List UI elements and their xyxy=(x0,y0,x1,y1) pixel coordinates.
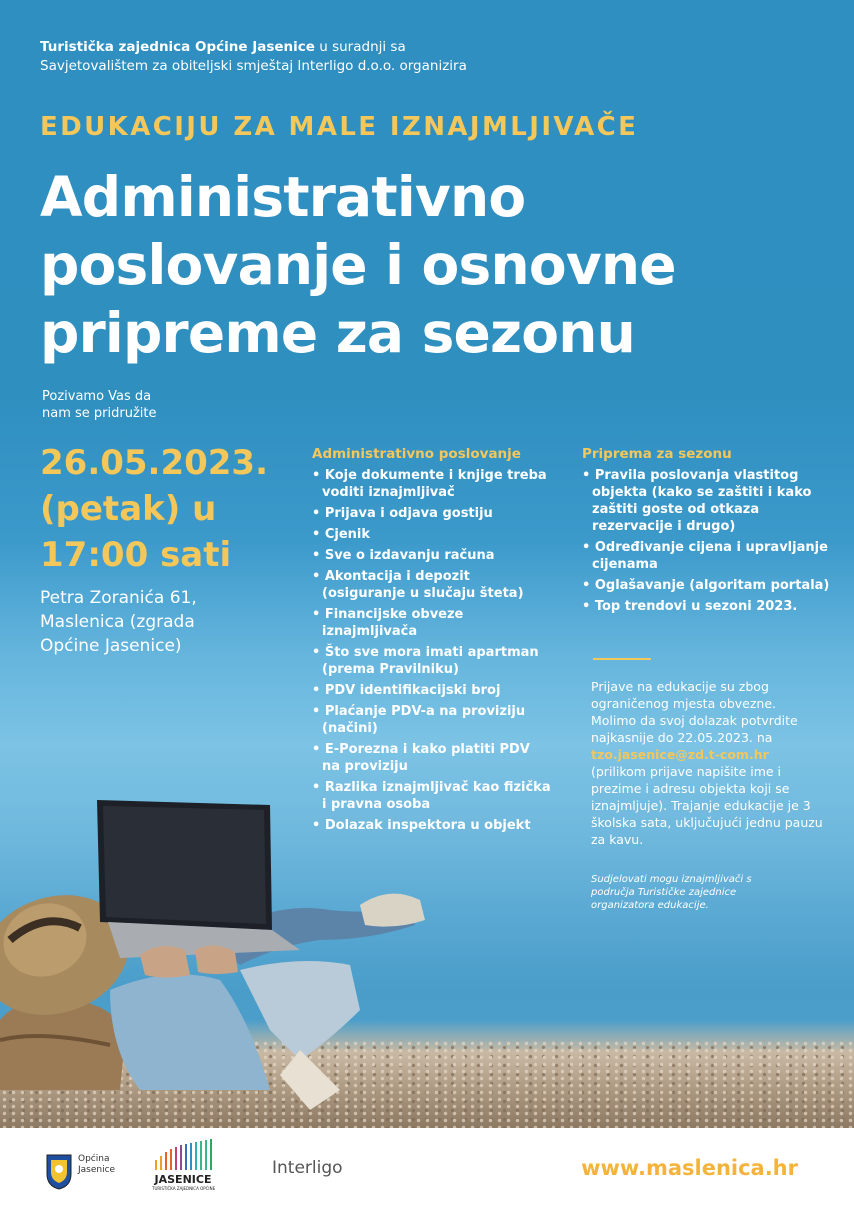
topic-admin-item: • Financijske obveze iznajmljivača xyxy=(312,606,552,640)
event-title xyxy=(40,163,676,367)
divider-line xyxy=(593,658,651,660)
invitation-text xyxy=(42,388,156,422)
intro-text xyxy=(40,38,467,76)
organizer-name: Turistička zajednica Općine Jasenice xyxy=(40,39,315,55)
topics-season-list xyxy=(582,467,832,615)
coat-of-arms-icon xyxy=(46,1154,72,1190)
topic-admin-item: • Cjenik xyxy=(312,526,552,543)
person-laptop-illustration xyxy=(0,790,440,1130)
logo-tz-jasenice xyxy=(152,1138,214,1191)
topics-admin-heading: Administrativno poslovanje xyxy=(312,446,521,462)
invite-line-1: Pozivamo Vas da xyxy=(42,389,152,404)
logo-opcina-jasenice xyxy=(46,1154,115,1190)
eligibility-note: Sudjelovati mogu iznajmljivači s područja Turističke zajednice organizatora edukacije. xyxy=(591,874,752,911)
topic-admin-item: • PDV identifikacijski broj xyxy=(312,682,552,699)
registration-note xyxy=(591,678,823,848)
date-line-1: 26.05.2023. xyxy=(40,443,269,483)
topics-season-column xyxy=(582,446,832,619)
title-line-2: poslovanje i osnovne xyxy=(40,233,676,297)
address-line-2: Maslenica (zgrada xyxy=(40,612,195,632)
topic-admin-item: • Plaćanje PDV-a na proviziju (načini) xyxy=(312,703,552,737)
date-line-2: (petak) u xyxy=(40,489,217,529)
topic-admin-item: • Prijava i odjava gostiju xyxy=(312,505,552,522)
topics-admin-column xyxy=(312,446,552,838)
topic-season-item: • Pravila poslovanja vlastitog objekta (kako se zaštiti i kako zaštiti goste od otkaza rezervacije i drugo) xyxy=(582,467,832,535)
invite-line-2: nam se pridružite xyxy=(42,406,157,421)
title-line-1: Administrativno xyxy=(40,165,526,229)
topic-season-item: • Oglašavanje (algoritam portala) xyxy=(582,577,832,594)
topics-admin-list xyxy=(312,467,552,834)
wave-bars-icon xyxy=(152,1138,214,1170)
topic-admin-item: • E-Porezna i kako platiti PDV na proviziju xyxy=(312,741,552,775)
title-line-3: pripreme za sezonu xyxy=(40,301,635,365)
topics-season-heading: Priprema za sezonu xyxy=(582,446,732,462)
topic-admin-item: • Dolazak inspektora u objekt xyxy=(312,817,552,834)
intro-line2: Savjetovalištem za obiteljski smještaj Interligo d.o.o. organizira xyxy=(40,58,467,74)
note-text-1: Prijave na edukacije su zbog ograničenog mjesta obvezne. Molimo da svoj dolazak potvrdite najkasnije do 22.05.2023. na xyxy=(591,679,798,745)
logo2-main-text: JASENICE xyxy=(154,1173,212,1186)
logo-interligo: Interligo xyxy=(272,1158,343,1178)
website-link[interactable]: www.maslenica.hr xyxy=(581,1156,798,1180)
date-line-3: 17:00 sati xyxy=(40,535,232,575)
logo1-line-2: Jasenice xyxy=(78,1165,116,1175)
event-address xyxy=(40,586,197,658)
logo2-sub-text: TURISTIČKA ZAJEDNICA OPĆINE xyxy=(152,1186,216,1191)
contact-email-link[interactable]: tzo.jasenice@zd.t-com.hr xyxy=(591,747,769,762)
event-kicker: EDUKACIJU ZA MALE IZNAJMLJIVAČE xyxy=(40,112,639,142)
topic-admin-item: • Koje dokumente i knjige treba voditi iznajmljivač xyxy=(312,467,552,501)
topic-admin-item: • Sve o izdavanju računa xyxy=(312,547,552,564)
note-text-2: (prilikom prijave napišite ime i prezime i adresu objekta koji se iznajmljuje). Trajanje edukacije je 3 školska sata, uključujući jednu pauzu za kavu. xyxy=(591,764,823,847)
event-date xyxy=(40,440,268,578)
topic-season-item: • Određivanje cijena i upravljanje cijenama xyxy=(582,539,832,573)
topic-season-item: • Top trendovi u sezoni 2023. xyxy=(582,598,832,615)
topic-admin-item: • Što sve mora imati apartman (prema Pravilniku) xyxy=(312,644,552,678)
address-line-3: Općine Jasenice) xyxy=(40,636,182,656)
topic-admin-item: • Razlika iznajmljivač kao fizička i pravna osoba xyxy=(312,779,552,813)
logo1-line-1: Općina xyxy=(78,1154,110,1164)
address-line-1: Petra Zoranića 61, xyxy=(40,588,197,608)
intro-line1-rest: u suradnji sa xyxy=(314,39,406,55)
topic-admin-item: • Akontacija i depozit (osiguranje u slučaju šteta) xyxy=(312,568,552,602)
